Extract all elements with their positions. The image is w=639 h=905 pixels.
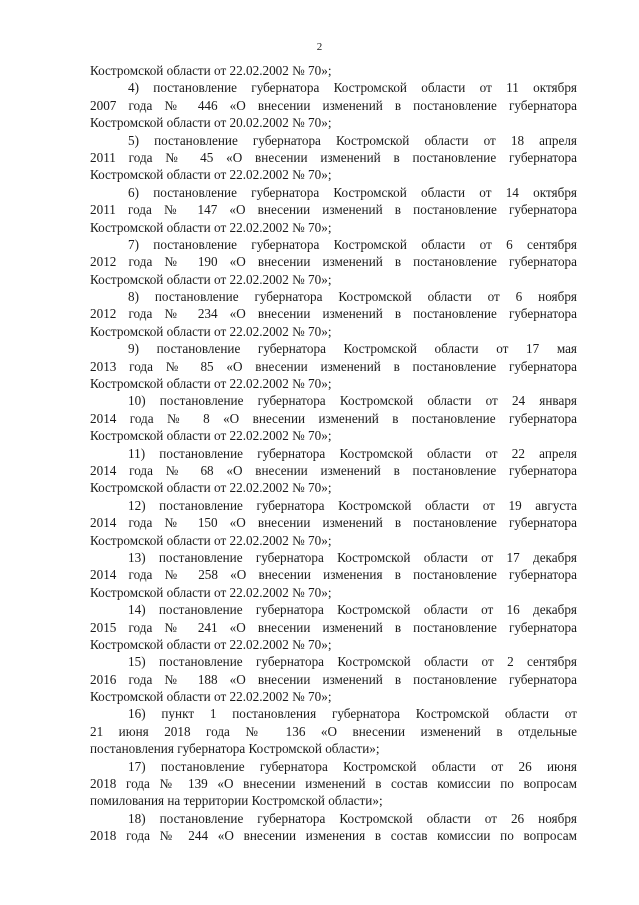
text-line: Костромской области от 22.02.2002 № 70»; xyxy=(90,376,332,392)
text-line: 8) постановление губернатора Костромской области от 6 ноября xyxy=(128,289,577,305)
list-item xyxy=(90,758,577,810)
text-line: 2014 года № 258 «О внесении изменения в постановление губернатора xyxy=(90,567,577,583)
list-item xyxy=(90,62,577,79)
text-line: 2016 года № 188 «О внесении изменений в постановление губернатора xyxy=(90,671,577,687)
text-line: 2018 года № 139 «О внесении изменений в состав комиссии по вопросам xyxy=(90,776,577,792)
text-line: 12) постановление губернатора Костромской области от 19 августа xyxy=(128,497,577,513)
list-item xyxy=(90,184,577,236)
list-item xyxy=(90,705,577,757)
page-number: 2 xyxy=(316,41,323,53)
text-line: 11) постановление губернатора Костромской области от 22 апреля xyxy=(128,445,577,461)
list-item xyxy=(90,340,577,392)
text-line: Костромской области от 22.02.2002 № 70»; xyxy=(90,636,332,652)
text-line: Костромской области от 20.02.2002 № 70»; xyxy=(90,115,332,131)
list-item xyxy=(90,601,577,653)
text-line: 2011 года № 147 «О внесении изменений в постановление губернатора xyxy=(90,202,577,218)
list-item xyxy=(90,79,577,131)
text-line: Костромской области от 22.02.2002 № 70»; xyxy=(90,584,332,600)
text-line: 2015 года № 241 «О внесении изменений в постановление губернатора xyxy=(90,619,577,635)
text-line: 21 июня 2018 года № 136 «О внесении изменений в отдельные xyxy=(90,723,577,739)
text-line: 2018 года № 244 «О внесении изменения в состав комиссии по вопросам xyxy=(90,828,577,844)
list-item xyxy=(90,288,577,340)
text-line: Костромской области от 22.02.2002 № 70»; xyxy=(90,219,332,235)
list-item xyxy=(90,653,577,705)
text-line: 10) постановление губернатора Костромской области от 24 января xyxy=(128,393,577,409)
list-item xyxy=(90,497,577,549)
text-line: постановления губернатора Костромской области»; xyxy=(90,741,380,757)
list-item xyxy=(90,549,577,601)
list-item xyxy=(90,132,577,184)
text-line: Костромской области от 22.02.2002 № 70»; xyxy=(90,63,332,78)
text-line: 2013 года № 85 «О внесении изменений в постановление губернатора xyxy=(90,358,577,374)
text-line: 2007 года № 446 «О внесении изменений в постановление губернатора xyxy=(90,97,577,113)
text-line: 2014 года № 68 «О внесении изменений в постановление губернатора xyxy=(90,462,577,478)
text-line: Костромской области от 22.02.2002 № 70»; xyxy=(90,167,332,183)
list-item xyxy=(90,810,577,845)
text-line: 2012 года № 190 «О внесении изменений в постановление губернатора xyxy=(90,254,577,270)
text-line: Костромской области от 22.02.2002 № 70»; xyxy=(90,480,332,496)
text-line: 2011 года № 45 «О внесении изменений в постановление губернатора xyxy=(90,149,577,165)
text-line: 5) постановление губернатора Костромской области от 18 апреля xyxy=(128,132,577,148)
text-line: 13) постановление губернатора Костромской области от 17 декабря xyxy=(128,549,577,565)
text-line: Костромской области от 22.02.2002 № 70»; xyxy=(90,689,332,705)
text-line: Костромской области от 22.02.2002 № 70»; xyxy=(90,271,332,287)
text-line: 2014 года № 8 «О внесении изменений в постановление губернатора xyxy=(90,410,577,426)
text-line: 6) постановление губернатора Костромской области от 14 октября xyxy=(128,184,577,200)
text-line: Костромской области от 22.02.2002 № 70»; xyxy=(90,428,332,444)
text-line: 15) постановление губернатора Костромской области от 2 сентября xyxy=(128,654,577,670)
text-line: 14) постановление губернатора Костромской области от 16 декабря xyxy=(128,602,577,618)
text-line: Костромской области от 22.02.2002 № 70»; xyxy=(90,323,332,339)
text-line: Костромской области от 22.02.2002 № 70»; xyxy=(90,532,332,548)
text-line: 2014 года № 150 «О внесении изменений в постановление губернатора xyxy=(90,515,577,531)
list-item xyxy=(90,236,577,288)
text-line: 9) постановление губернатора Костромской области от 17 мая xyxy=(128,341,577,357)
list-item xyxy=(90,392,577,444)
text-line: 17) постановление губернатора Костромской области от 26 июня xyxy=(128,758,577,774)
text-line: 16) пункт 1 постановления губернатора Костромской области от xyxy=(128,706,577,722)
text-line: помилования на территории Костромской области»; xyxy=(90,793,383,809)
list-item xyxy=(90,445,577,497)
document-body xyxy=(90,62,577,845)
text-line: 2012 года № 234 «О внесении изменений в постановление губернатора xyxy=(90,306,577,322)
text-line: 7) постановление губернатора Костромской области от 6 сентября xyxy=(128,236,577,252)
text-line: 18) постановление губернатора Костромской области от 26 ноября xyxy=(128,810,577,826)
text-line: 4) постановление губернатора Костромской области от 11 октября xyxy=(128,80,577,96)
